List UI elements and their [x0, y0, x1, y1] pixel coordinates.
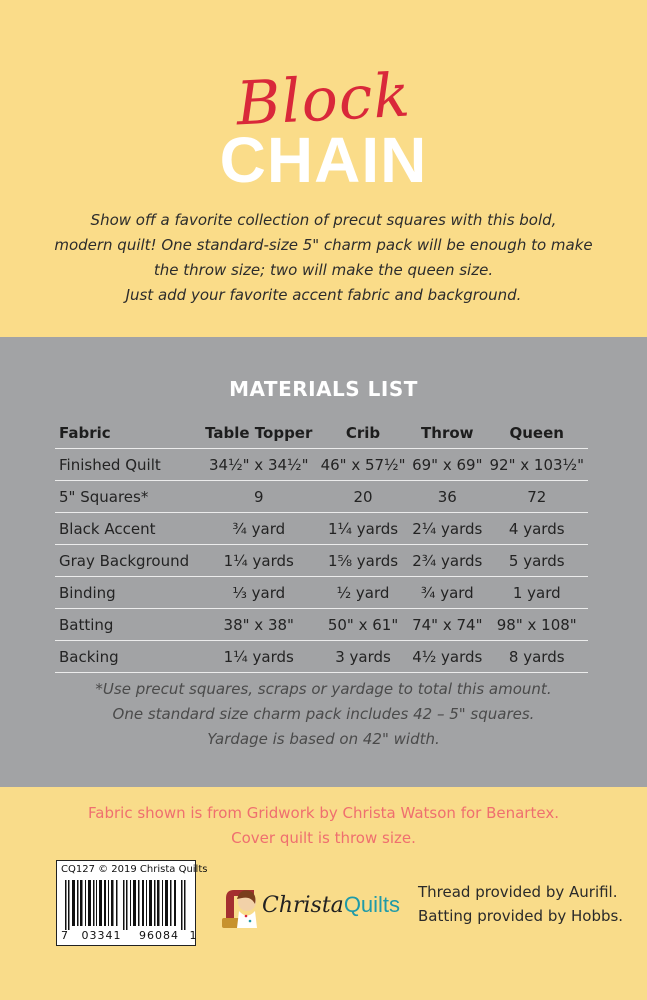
- logo-quilts: Quilts: [343, 892, 401, 917]
- credit-line: Batting provided by Hobbs.: [418, 907, 624, 925]
- table-cell: 5" Squares*: [55, 481, 201, 513]
- note-line: *Use precut squares, scraps or yardage to total this amount.: [95, 680, 552, 698]
- table-cell: 3 yards: [317, 641, 409, 673]
- table-cell: 50" x 61": [317, 609, 409, 641]
- table-row: [55, 449, 588, 481]
- table-cell: Binding: [55, 577, 201, 609]
- column-header: Queen: [485, 417, 588, 449]
- table-cell: 5 yards: [485, 545, 588, 577]
- table-cell: ½ yard: [317, 577, 409, 609]
- table-row: [55, 545, 588, 577]
- materials-panel: [0, 337, 647, 787]
- table-cell: 46" x 57½": [317, 449, 409, 481]
- table-row: [55, 609, 588, 641]
- table-cell: 1⅝ yards: [317, 545, 409, 577]
- table-cell: 98" x 108": [485, 609, 588, 641]
- table-row: [55, 641, 588, 673]
- table-cell: 38" x 38": [201, 609, 317, 641]
- table-cell: 4½ yards: [409, 641, 485, 673]
- fabric-note-line: Cover quilt is throw size.: [231, 829, 416, 847]
- logo-christa: Christa: [262, 893, 344, 918]
- fabric-note-line: Fabric shown is from Gridwork by Christa Watson for Benartex.: [88, 804, 559, 822]
- table-cell: Gray Background: [55, 545, 201, 577]
- table-cell: 9: [201, 481, 317, 513]
- barcode: [56, 860, 208, 946]
- table-cell: ⅓ yard: [201, 577, 317, 609]
- table-row: [55, 513, 588, 545]
- intro-line: Show off a favorite collection of precut squares with this bold,: [90, 211, 557, 229]
- barcode-label: CQ127 © 2019 Christa Quilts: [61, 864, 208, 875]
- column-header: Throw: [409, 417, 485, 449]
- table-cell: 36: [409, 481, 485, 513]
- brand-logo: [262, 892, 400, 918]
- table-cell: Finished Quilt: [55, 449, 201, 481]
- barcode-digit: 1: [189, 929, 197, 942]
- intro-text: [40, 208, 607, 308]
- table-cell: 1 yard: [485, 577, 588, 609]
- materials-table: [55, 417, 588, 673]
- barcode-bars: [65, 880, 187, 930]
- barcode-digit: 96084: [139, 929, 179, 942]
- table-cell: 2¾ yards: [409, 545, 485, 577]
- intro-line: modern quilt! One standard-size 5" charm pack will be enough to make: [54, 236, 593, 254]
- barcode-digit: 03341: [81, 929, 122, 942]
- title-script: Block: [234, 60, 413, 140]
- table-cell: 8 yards: [485, 641, 588, 673]
- intro-line: Just add your favorite accent fabric and background.: [125, 286, 522, 304]
- intro-line: the throw size; two will make the queen size.: [153, 261, 494, 279]
- note-line: One standard size charm pack includes 42 – 5" squares.: [112, 705, 535, 723]
- table-cell: 74" x 74": [409, 609, 485, 641]
- table-cell: 1¼ yards: [201, 641, 317, 673]
- credits: [418, 880, 623, 928]
- table-row: [55, 481, 588, 513]
- table-cell: ¾ yard: [409, 577, 485, 609]
- table-cell: Backing: [55, 641, 201, 673]
- table-cell: 2¼ yards: [409, 513, 485, 545]
- table-cell: 72: [485, 481, 588, 513]
- table-cell: Batting: [55, 609, 201, 641]
- page-title: CHAIN: [219, 124, 428, 196]
- table-cell: 34½" x 34½": [201, 449, 317, 481]
- column-header: Crib: [317, 417, 409, 449]
- column-header: Table Topper: [201, 417, 317, 449]
- barcode-digit: 7: [61, 929, 68, 942]
- table-cell: 20: [317, 481, 409, 513]
- note-line: Yardage is based on 42" width.: [207, 730, 440, 748]
- materials-notes: [0, 677, 647, 752]
- table-cell: 1¼ yards: [317, 513, 409, 545]
- table-cell: Black Accent: [55, 513, 201, 545]
- header-panel: [0, 0, 647, 337]
- table-cell: 4 yards: [485, 513, 588, 545]
- barcode-digits: [61, 929, 197, 942]
- column-header: Fabric: [55, 417, 201, 449]
- table-cell: 69" x 69": [409, 449, 485, 481]
- table-header-row: [55, 417, 588, 449]
- table-cell: 1¼ yards: [201, 545, 317, 577]
- fabric-note: [0, 801, 647, 851]
- table-row: [55, 577, 588, 609]
- materials-heading: MATERIALS LIST: [229, 377, 418, 401]
- table-cell: 92" x 103½": [485, 449, 588, 481]
- credit-line: Thread provided by Aurifil.: [418, 883, 618, 901]
- table-cell: ¾ yard: [201, 513, 317, 545]
